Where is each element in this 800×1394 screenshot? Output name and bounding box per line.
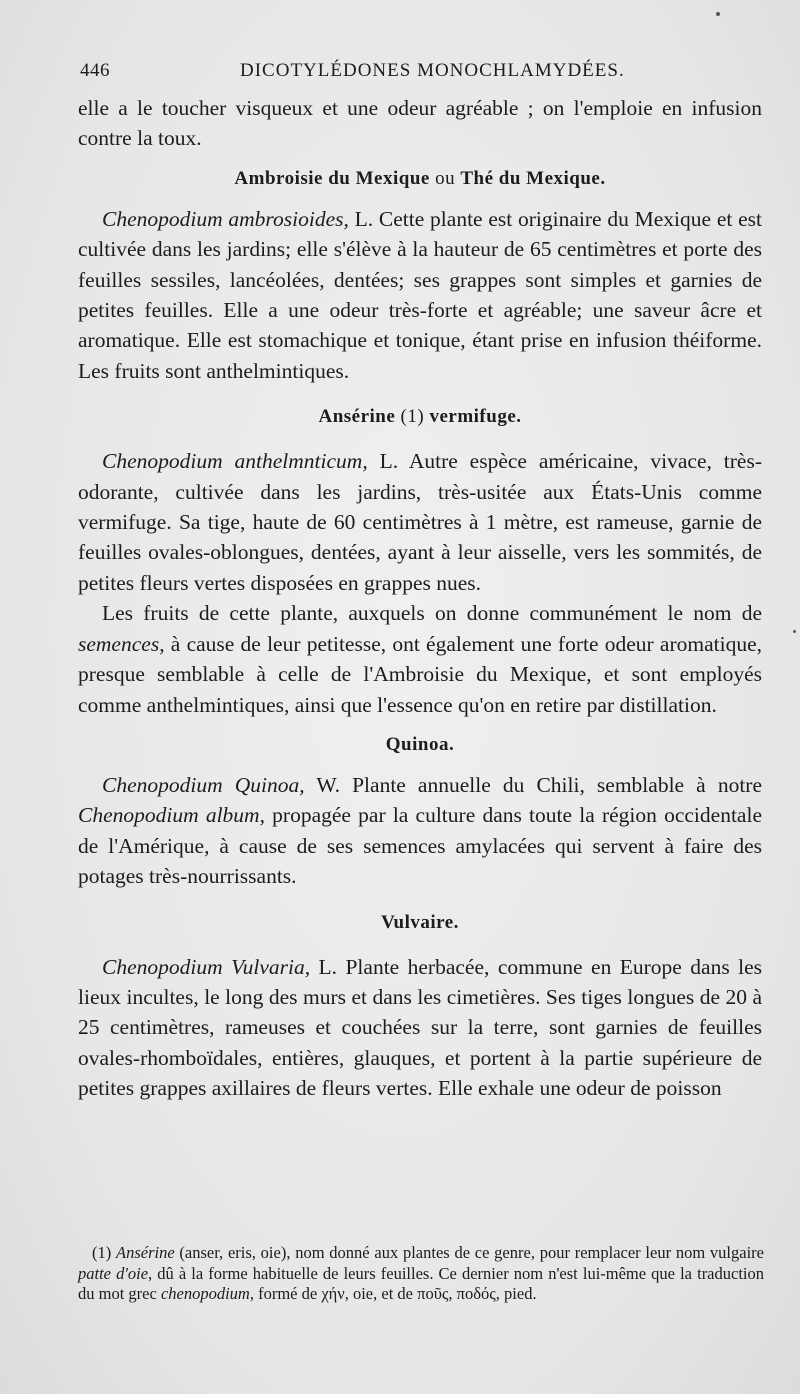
species-name: Chenopodium anthelmnticum,: [102, 449, 368, 474]
footnote-italic: patte d'oie: [78, 1263, 149, 1283]
species-name: Chenopodium ambrosioides,: [102, 206, 349, 231]
paragraph-anthelminticum: [78, 446, 762, 598]
heading-part: Ambroisie du Mexique: [234, 167, 430, 189]
footnote-italic: chenopodium: [160, 1284, 250, 1303]
paragraph-text: Les fruits de cette plante, auxquels on donne communément le nom de: [102, 601, 762, 626]
section-heading-quinoa: [78, 732, 762, 758]
running-title: DICOTYLÉDONES MONOCHLAMYDÉES.: [240, 60, 625, 81]
paragraph-vulvaria: [78, 952, 762, 1104]
footnote: [78, 1243, 764, 1305]
heading-part: vermifuge.: [429, 406, 522, 428]
section-heading-anserine: [78, 404, 762, 430]
heading-part: Thé du Mexique.: [460, 167, 606, 189]
page-speck: [793, 630, 796, 633]
paragraph-text: propagée par la culture dans toute la région occidentale de l'Amérique, à cause de ses semences amylacées qui servent à faire des potages très-nourrissants.: [78, 803, 762, 889]
intro-paragraph: elle a le toucher visqueux et une odeur agréable ; on l'emploie en infusion contre la toux.: [78, 96, 762, 151]
section-heading-vulvaire: [78, 910, 762, 936]
footnote-reference: (1): [395, 406, 430, 428]
species-name: Chenopodium Quinoa,: [102, 772, 305, 797]
main-text: [78, 93, 762, 1104]
paragraph-quinoa: [78, 770, 762, 892]
italic-term: Chenopodium album,: [78, 803, 265, 828]
page-number: 446: [80, 60, 110, 81]
paragraph-text: L. Plante herbacée, commune en Europe dans les lieux incultes, le long des murs et dans les cimetières. Ses tiges longues de 20 à 25 centimètres, rameuses et couchées sur la terre, sont garnies de feuilles ovales-rhomboïdales, entières, glauques, et portent à la partie supérieure de petites grappes axillaires de fleurs vertes. Elle exhale une odeur de poisson: [78, 954, 763, 1101]
paragraph-text: , à cause de leur petitesse, ont également une forte odeur aromatique, presque semblable à celle de l'Ambroisie du Mexique, et sont employés comme anthelmintiques, ainsi que l'essence qu'on en retire par distillation.: [78, 631, 762, 717]
paragraph-text: L. Autre espèce américaine, vivace, très-odorante, cultivée dans les jardins, très-usitée aux États-Unis comme vermifuge. Sa tige, haute de 60 centimètres à 1 mètre, est rameuse, garnie de feuilles ovales-oblongues, dentées, ayant à leur aisselle, vers les sommités, de petites fleurs vertes disposées en grappes nues.: [78, 449, 762, 595]
italic-term: semences: [78, 631, 160, 656]
footnote-text: oie), nom donné aux plantes de ce genre, pour remplacer leur nom vulgaire: [255, 1243, 764, 1262]
paragraph-fruits: [78, 598, 762, 720]
heading-join: ou: [429, 167, 461, 189]
footnote-text: , dû à la forme habituelle de leurs feuilles. Ce dernier nom n'est lui-même que la traduction du mot grec: [78, 1263, 764, 1303]
heading-part: Vulvaire.: [381, 911, 459, 933]
footnote-etymology: (anser, eris,: [174, 1243, 256, 1262]
running-header: [80, 56, 720, 86]
footnote-text: , formé de χήν, oie, et de ποῦς, ποδός, pied.: [249, 1284, 537, 1303]
footnote-paragraph: [78, 1243, 764, 1305]
footnote-mark: (1): [92, 1243, 116, 1262]
paragraph-text: L. Cette plante est originaire du Mexique et est cultivée dans les jardins; elle s'élève à la hauteur de 65 centimètres et porte des feuilles sessiles, lancéolées, dentées; ses grappes sont simples et garnies de petites feuilles. Elle a une odeur très-forte et agréable; une saveur âcre et aromatique. Elle est stomachique et tonique, étant prise en infusion théiforme. Les fruits sont anthelmintiques.: [78, 206, 763, 383]
footnote-term: Ansérine: [116, 1243, 175, 1262]
heading-part: Ansérine: [318, 406, 396, 428]
page-speck: [716, 12, 720, 16]
species-name: Chenopodium Vulvaria,: [102, 954, 311, 979]
section-heading-ambroisie: [78, 166, 762, 192]
paragraph-text: W. Plante annuelle du Chili, semblable à notre: [304, 772, 762, 797]
paragraph-ambrosioides: [78, 204, 762, 386]
heading-part: Quinoa.: [385, 733, 455, 755]
